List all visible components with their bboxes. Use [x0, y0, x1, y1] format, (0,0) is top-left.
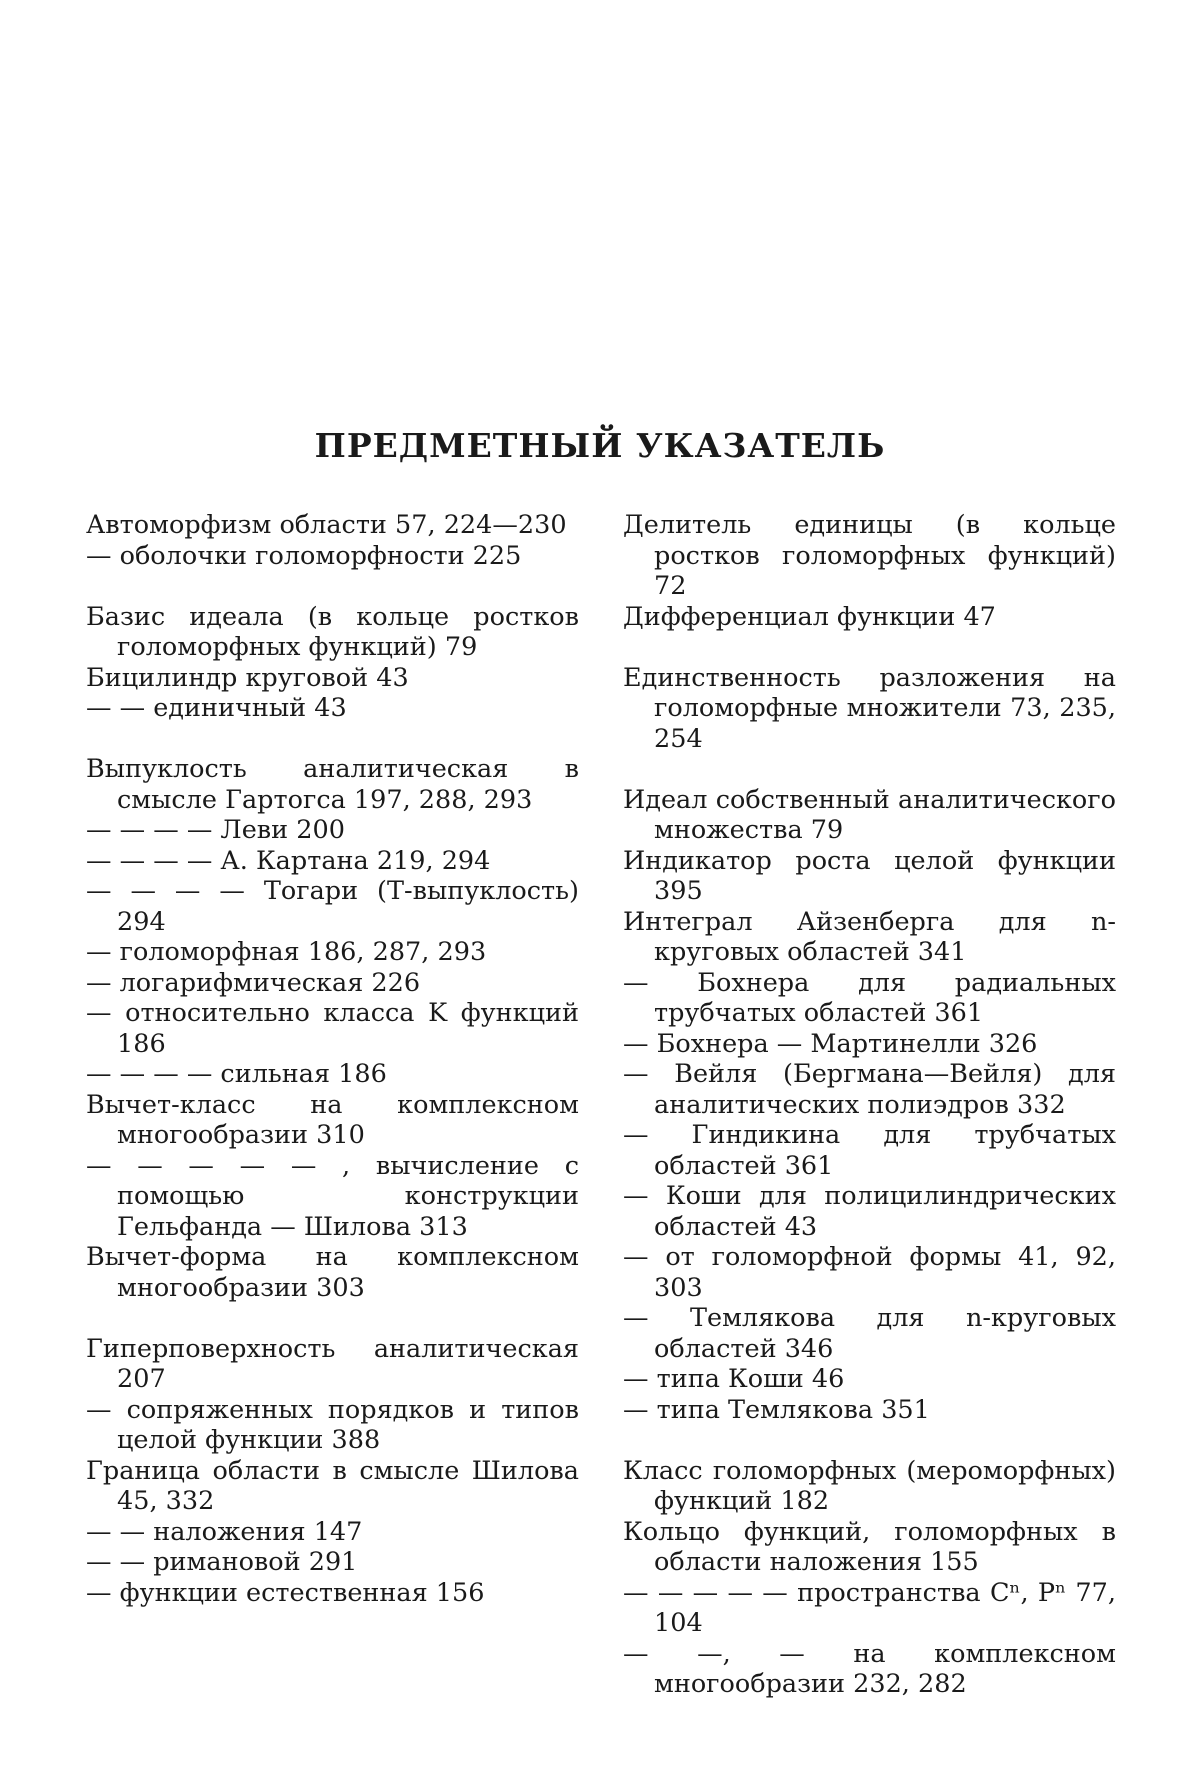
index-entry: — —, — на комплексном многообразии 232, 282 [623, 1639, 1116, 1700]
index-entry: — Коши для полицилиндрических областей 43 [623, 1181, 1116, 1242]
index-column-left [86, 510, 579, 1608]
section-gap [623, 632, 1116, 663]
index-entry: Интеграл Айзенберга для n-круговых областей 341 [623, 907, 1116, 968]
index-entry: — оболочки голоморфности 225 [86, 541, 579, 572]
index-entry: — — единичный 43 [86, 693, 579, 724]
section-gap [86, 724, 579, 755]
index-entry: — сопряженных порядков и типов целой функции 388 [86, 1395, 579, 1456]
index-entry: Индикатор роста целой функции 395 [623, 846, 1116, 907]
index-entry: Единственность разложения на голоморфные множители 73, 235, 254 [623, 663, 1116, 755]
index-entry: — функции естественная 156 [86, 1578, 579, 1609]
index-entry: — — наложения 147 [86, 1517, 579, 1548]
index-entry: Бицилиндр круговой 43 [86, 663, 579, 694]
index-entry: — — римановой 291 [86, 1547, 579, 1578]
index-entry: Выпуклость аналитическая в смысле Гартогса 197, 288, 293 [86, 754, 579, 815]
index-entry: — типа Темлякова 351 [623, 1395, 1116, 1426]
index-entry: Гиперповерхность аналитическая 207 [86, 1334, 579, 1395]
index-entry: Вычет-класс на комплексном многообразии 310 [86, 1090, 579, 1151]
index-entry: — Гиндикина для трубчатых областей 361 [623, 1120, 1116, 1181]
index-entry: Делитель единицы (в кольце ростков голоморфных функций) 72 [623, 510, 1116, 602]
index-entry: — от голоморфной формы 41, 92, 303 [623, 1242, 1116, 1303]
section-gap [623, 754, 1116, 785]
index-entry: — Бохнера для радиальных трубчатых областей 361 [623, 968, 1116, 1029]
index-entry: — логарифмическая 226 [86, 968, 579, 999]
index-entry: Вычет-форма на комплексном многообразии 303 [86, 1242, 579, 1303]
index-entry: — типа Коши 46 [623, 1364, 1116, 1395]
index-entry: — — — — Тогари (Т-выпуклость) 294 [86, 876, 579, 937]
index-entry: — Темлякова для n-круговых областей 346 [623, 1303, 1116, 1364]
index-entry: — Бохнера — Мартинелли 326 [623, 1029, 1116, 1060]
index-entry: Дифференциал функции 47 [623, 602, 1116, 633]
index-entry: Идеал собственный аналитического множества 79 [623, 785, 1116, 846]
index-entry: — — — — — пространства Cⁿ, Pⁿ 77, 104 [623, 1578, 1116, 1639]
index-entry: Базис идеала (в кольце ростков голоморфных функций) 79 [86, 602, 579, 663]
index-entry: — Вейля (Бергмана—Вейля) для аналитических полиэдров 332 [623, 1059, 1116, 1120]
section-gap [86, 1303, 579, 1334]
index-entry: — относительно класса K функций 186 [86, 998, 579, 1059]
index-entry: Класс голоморфных (мероморфных) функций 182 [623, 1456, 1116, 1517]
index-entry: — — — — — , вычисление с помощью конструкции Гельфанда — Шилова 313 [86, 1151, 579, 1243]
index-column-right [623, 510, 1116, 1700]
page-title: ПРЕДМЕТНЫЙ УКАЗАТЕЛЬ [0, 426, 1200, 465]
index-entry: — голоморфная 186, 287, 293 [86, 937, 579, 968]
index-entry: Граница области в смысле Шилова 45, 332 [86, 1456, 579, 1517]
index-entry: Кольцо функций, голоморфных в области наложения 155 [623, 1517, 1116, 1578]
section-gap [86, 571, 579, 602]
index-entry: Автоморфизм области 57, 224—230 [86, 510, 579, 541]
index-entry: — — — — Леви 200 [86, 815, 579, 846]
index-entry: — — — — А. Картана 219, 294 [86, 846, 579, 877]
section-gap [623, 1425, 1116, 1456]
index-entry: — — — — сильная 186 [86, 1059, 579, 1090]
